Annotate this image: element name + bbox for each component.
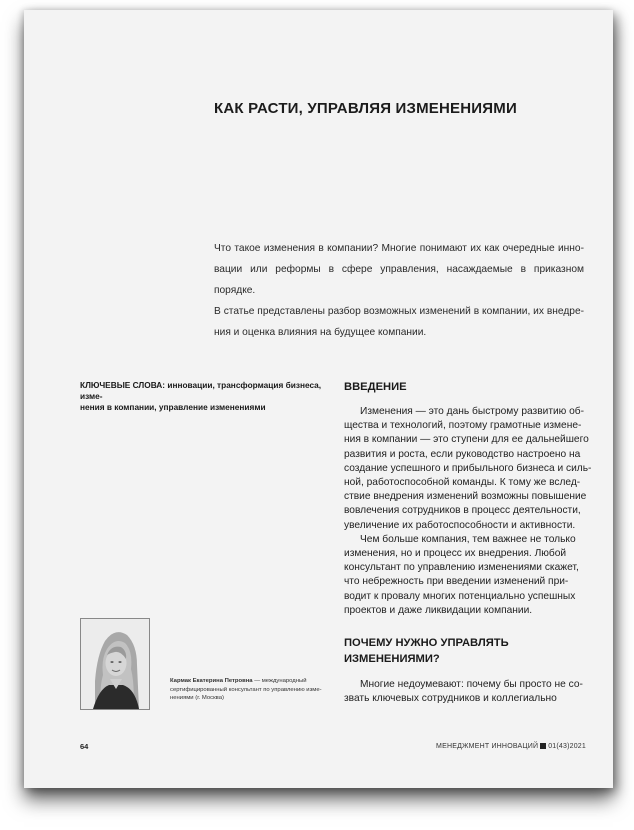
lead-line: вации или реформы в сфере управления, насаждаемые в приказном порядке. <box>214 264 584 296</box>
article-lead <box>214 238 584 343</box>
text-line: Чем больше компания, тем важнее не только <box>360 533 576 545</box>
text-line: ствие внедрения изменений возможны повышение <box>344 491 587 503</box>
heading-line: ПОЧЕМУ НУЖНО УПРАВЛЯТЬ <box>344 637 509 649</box>
text-line: Многие недоумевают: почему бы просто не со- <box>360 679 583 690</box>
lead-line: Что такое изменения в компании? Многие понимают их как очередные инно- <box>214 243 584 254</box>
lead-line: В статье представлены разбор возможных изменений в компании, их внедре- <box>214 306 584 317</box>
author-photo <box>80 618 150 710</box>
journal-footer <box>436 743 586 750</box>
text-line: звать ключевых сотрудников и коллегиально <box>344 693 557 705</box>
author-role-line: сертифицированный консультант по управлению изме- <box>170 686 322 693</box>
page-number: 64 <box>80 742 89 751</box>
keywords-text: нения в компании, управление изменениями <box>80 402 266 412</box>
journal-name: МЕНЕДЖМЕНТ ИННОВАЦИЙ <box>436 743 539 750</box>
text-line: водит к провалу многих потенциально успешных <box>344 590 576 602</box>
text-line: консультант по управлению изменениями скажет, <box>344 562 579 574</box>
author-caption <box>170 677 330 703</box>
keywords-label: КЛЮЧЕВЫЕ СЛОВА: <box>80 380 166 390</box>
section-heading-intro: ВВЕДЕНИЕ <box>344 381 407 393</box>
text-line: ния в компании — это ступени для ее дальнейшего <box>344 434 589 446</box>
square-separator-icon <box>540 743 546 749</box>
article-title: КАК РАСТИ, УПРАВЛЯЯ ИЗМЕНЕНИЯМИ <box>214 100 517 117</box>
author-name: Кармак Екатерина Петровна <box>170 678 253 684</box>
keywords-block <box>80 380 325 413</box>
text-line: Изменения — это дань быстрому развитию об- <box>360 406 585 417</box>
keywords-text: инновации, трансформация бизнеса, изме- <box>80 380 322 401</box>
lead-line: ния и оценка влияния на будущее компании. <box>214 327 427 338</box>
why-text <box>344 678 588 706</box>
text-line: проектов и даже ликвидации компании. <box>344 604 533 616</box>
author-role: — международный <box>252 678 307 684</box>
text-line: создание успешного и прибыльного бизнеса и силь- <box>344 462 592 474</box>
text-line: щества и технологий, поэтому грамотные измене- <box>344 420 582 432</box>
journal-issue: 01(43)2021 <box>548 743 586 750</box>
text-line: изменения, но и процесс их внедрения. Любой <box>344 548 567 560</box>
text-line: ной, работоспособной команды. К тому же вслед- <box>344 477 581 489</box>
text-line: развития и роста, если руководство настроено на <box>344 448 581 460</box>
text-line: что небрежность при введении изменений при- <box>344 576 569 588</box>
intro-text <box>344 405 592 618</box>
author-role-line: нениями (г. Москва) <box>170 695 224 702</box>
text-line: вовлечения сотрудников в процесс деятельности, <box>344 505 581 517</box>
section-heading-why <box>344 635 509 667</box>
heading-line: ИЗМЕНЕНИЯМИ? <box>344 653 440 665</box>
text-line: увеличение их работоспособности и активности. <box>344 519 576 531</box>
